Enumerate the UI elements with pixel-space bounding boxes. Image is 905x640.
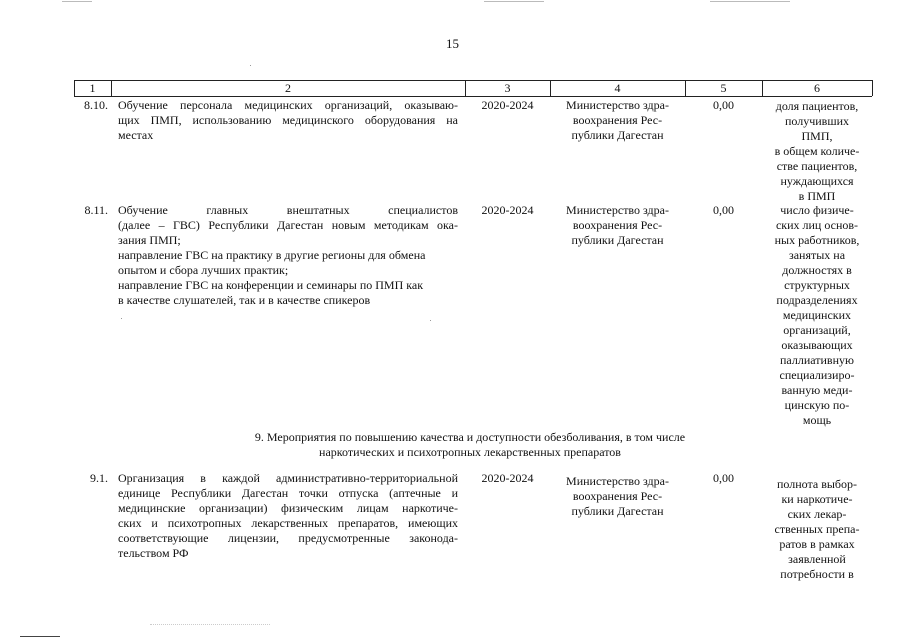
scan-mark <box>710 1 790 2</box>
row-number: 9.1. <box>90 471 108 485</box>
row-period: 2020-2024 <box>481 471 534 485</box>
column-header-2: 2 <box>285 81 291 95</box>
scan-mark <box>20 636 60 637</box>
row-description: Организация в каждой административно-территориальной единице Республики Дагестан точки отпуска (аптечные и медицинские организации) физическим лицам наркотиче- ских и психотропных лекарственных препаратов, имеющих соответствующие лицензии, предусмотренные законода- тельством РФ <box>118 471 458 560</box>
row-amount: 0,00 <box>713 471 734 485</box>
row-amount: 0,00 <box>713 203 734 217</box>
column-header-4: 4 <box>614 81 621 95</box>
row-indicator: доля пациентов, получивших ПМП, в общем количе- стве пациентов, нуждающихся в ПМП <box>774 99 860 203</box>
row-executor: Министерство здра- воохранения Рес- публики Дагестан <box>566 98 669 142</box>
page-number: 15 <box>446 36 459 51</box>
column-header-1: 1 <box>89 81 96 95</box>
row-description: Обучение персонала медицинских организаций, оказываю- щих ПМП, использованию медицинского оборудования на местах <box>118 98 458 142</box>
scan-speck <box>430 320 431 321</box>
section-heading: 9. Мероприятия по повышению качества и доступности обезболивания, в том числе наркотических и психотропных лекарственных препаратов <box>254 430 686 459</box>
row-number: 8.10. <box>84 98 108 112</box>
row-executor: Министерство здра- воохранения Рес- публики Дагестан <box>566 203 669 247</box>
row-amount: 0,00 <box>713 98 734 112</box>
column-header-3: 3 <box>504 81 511 95</box>
scan-speck <box>121 318 122 319</box>
row-number: 8.11. <box>84 203 108 217</box>
column-header-5: 5 <box>720 81 727 95</box>
scan-mark <box>150 624 270 625</box>
row-period: 2020-2024 <box>481 203 534 217</box>
scan-mark <box>62 1 92 2</box>
row-description: Обучение главных внештатных специалистов (далее – ГВС) Республики Дагестан новым методикам ока- зания ПМП; направление ГВС на практику в другие регионы для обмена опытом и сбора лучших практик; направление ГВС на конференции и семинары по ПМП как в качестве слушателей, так и в качестве спикеров <box>118 203 458 307</box>
row-indicator: полнота выбор- ки наркотиче- ских лекар- ственных препа- ратов в рамках заявленной потребности в <box>774 477 860 581</box>
column-header-6: 6 <box>814 81 820 95</box>
row-period: 2020-2024 <box>481 98 534 112</box>
row-executor: Министерство здра- воохранения Рес- публики Дагестан <box>566 474 669 518</box>
scan-speck <box>250 65 251 66</box>
scan-mark <box>484 1 544 2</box>
row-indicator: число физиче- ских лиц основ- ных работников, занятых на должностях в структурных подразделениях медицинских организаций, оказывающих паллиативную специализиро- ванную меди- цинскую по- мощь <box>774 203 860 427</box>
